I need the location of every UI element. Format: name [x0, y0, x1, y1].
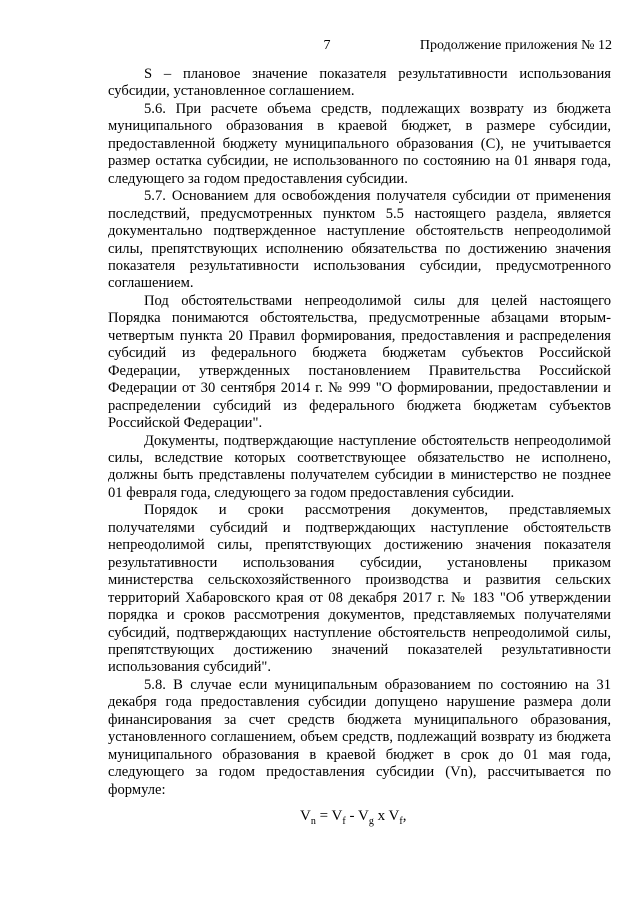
formula-term2: V [357, 808, 369, 824]
formula-term1-sub: f [342, 816, 346, 827]
formula-term2-sub: g [368, 816, 374, 827]
paragraph-5-7: 5.7. Основанием для освобождения получателя субсидии от применения последствий, предусмотренных пунктом 5.5 настоящего раздела, является документально подтвержденное наступление обстоятельств непреодолимой силы, препятствующих исполнению обязательства по достижению значения показателя результативности использования субсидии, предусмотренного соглашением. [108, 188, 611, 292]
paragraph-5-6: 5.6. При расчете объема средств, подлежащих возврату из бюджета муниципального образования в краевой бюджет, в размере субсидии, предоставленной бюджету муниципального образования (С), не учитывается размер остатка субсидии, не использованного по состоянию на 01 января года, следующего за годом предоставления субсидии. [108, 100, 611, 187]
formula-minus: - [349, 808, 355, 824]
formula [300, 808, 406, 827]
formula-term3: V [388, 808, 400, 824]
formula-result: V [300, 808, 311, 824]
paragraph-force-majeure-definition: Под обстоятельствами непреодолимой силы для целей настоящего Порядка понимаются обстоятельства, предусмотренные абзацами вторым-четвертым пункта 20 Правил формирования, предоставления и распределения субсидий из федерального бюджета бюджетам субъектов Российской Федерации, утвержденных постановлением Правительства Российской Федерации от 30 сентября 2014 г. № 999 "О формировании, предоставлении и распределении субсидий из федерального бюджета бюджетам субъектов Российской Федерации". [108, 292, 611, 432]
page-number: 7 [323, 38, 331, 53]
formula-term1: V [331, 808, 343, 824]
paragraph-review-procedure: Порядок и сроки рассмотрения документов, представляемых получателями субсидий и подтверждающих наступление обстоятельств непреодолимой силы, препятствующих достижению значения показателя результативности использования субсидии, установлены приказом министерства сельскохозяйственного производства и развития сельских территорий Хабаровского края от 08 декабря 2017 г. № 183 "Об утверждении порядка и сроков рассмотрения документов, представляемых получателями субсидий, подтверждающих наступление обстоятельств непреодолимой силы, препятствующих достижению значений показателей результативности использования субсидий". [108, 502, 611, 676]
paragraph-documents-deadline: Документы, подтверждающие наступление обстоятельств непреодолимой силы, вследствие которых соответствующее обязательство не исполнено, должны быть представлены получателем субсидии в министерство не позднее 01 февраля года, следующего за годом предоставления субсидии. [108, 432, 611, 501]
formula-result-sub: n [310, 816, 316, 827]
formula-trailing: , [402, 808, 407, 824]
formula-term3-sub: f [399, 816, 403, 827]
paragraph-5-8: 5.8. В случае если муниципальным образованием по состоянию на 31 декабря года предоставления субсидии допущено нарушение размера доли финансирования за счет средств бюджета муниципального образования, установленного соглашением, объем средств, подлежащий возврату из бюджета муниципального образования в краевой бюджет в срок до 01 мая года, следующего за годом предоставления субсидии (Vn), рассчитывается по формуле: [108, 676, 611, 798]
body-text [108, 66, 611, 799]
paragraph-s-definition: S – плановое значение показателя результативности использования субсидии, установленное соглашением. [108, 66, 611, 100]
formula-equals: = [319, 808, 329, 824]
formula-times: x [377, 808, 386, 824]
continuation-header: Продолжение приложения № 12 [419, 38, 612, 53]
